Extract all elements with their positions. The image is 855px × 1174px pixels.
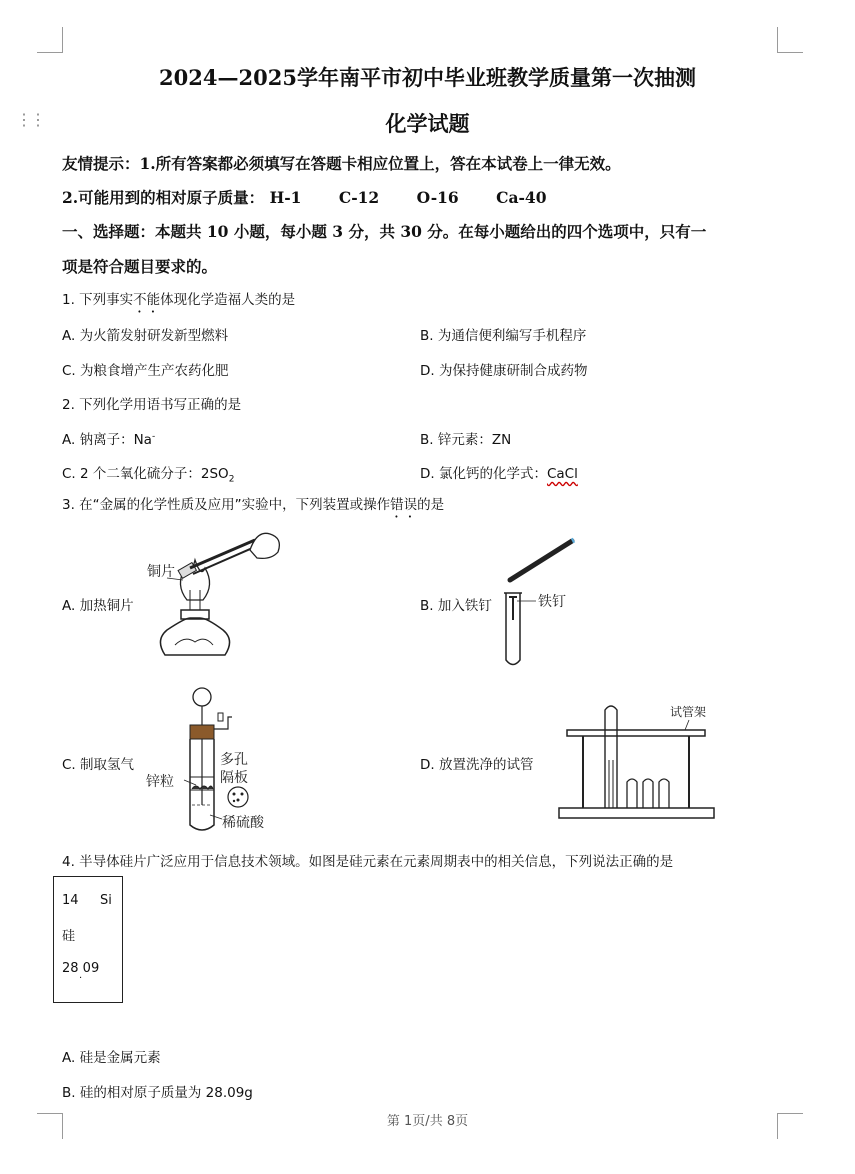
decimal-dot: · bbox=[79, 973, 83, 984]
mass-ca: Ca-40 bbox=[496, 188, 547, 207]
q3-stem bbox=[62, 493, 444, 521]
exam-title: 2024—2025学年南平市初中毕业班教学质量第一次抽测 bbox=[159, 65, 696, 90]
q3-stem-emph: 错误 bbox=[390, 497, 418, 513]
q2-option-b: B. 锌元素：ZN bbox=[420, 432, 512, 448]
q2-stem: 2. 下列化学用语书写正确的是 bbox=[62, 397, 242, 413]
q3-stem-pre: 3. 在“金属的化学性质及应用”实验中，下列装置或操作 bbox=[62, 497, 391, 513]
crop-mark-top-left bbox=[37, 27, 63, 53]
alcohol-lamp-figure bbox=[145, 530, 285, 675]
drag-handle-icon[interactable]: ⋮⋮ bbox=[16, 110, 44, 129]
atomic-mass: 28 09 bbox=[62, 961, 100, 976]
element-name: 硅 bbox=[62, 929, 76, 944]
q3-option-a: A. 加热铜片 bbox=[62, 598, 134, 614]
section-1-line-2: 项是符合题目要求的。 bbox=[62, 257, 218, 276]
mass-o: O-16 bbox=[416, 188, 459, 207]
q1-stem-pre: 1. 下列事实 bbox=[62, 292, 134, 308]
q3-option-b: B. 加入铁钉 bbox=[420, 598, 492, 614]
q1-option-b: B. 为通信便利编写手机程序 bbox=[420, 328, 587, 344]
q2-d-formula: CaCl bbox=[546, 466, 578, 482]
section-1-line-1: 一、选择题：本题共 10 小题，每小题 3 分，共 30 分。在每小题给出的四个选项中，只有一 bbox=[62, 222, 707, 241]
zinc-granules-label: 锌粒 bbox=[146, 774, 174, 790]
page-footer: 第 1页/共 8页 bbox=[386, 1114, 469, 1129]
iron-nail-label: 铁钉 bbox=[538, 594, 566, 610]
q4-option-a: A. 硅是金属元素 bbox=[62, 1050, 161, 1066]
note-1: 友情提示：1.所有答案都必须填写在答题卡相应位置上，答在本试卷上一律无效。 bbox=[62, 154, 621, 173]
q4-stem: 4. 半导体硅片广泛应用于信息技术领域。如图是硅元素在元素周期表中的相关信息，下列说法正确的是 bbox=[62, 854, 674, 870]
mass-h: H-1 bbox=[269, 188, 302, 207]
element-symbol: Si bbox=[100, 893, 112, 908]
note-2 bbox=[62, 186, 547, 208]
q2-a-sup: - bbox=[151, 431, 156, 442]
test-tube-nail-figure bbox=[500, 535, 610, 670]
q1-option-c: C. 为粮食增产生产农药化肥 bbox=[62, 363, 229, 379]
note-2-label: 2.可能用到的相对原子质量： bbox=[62, 188, 265, 207]
copper-sheet-label: 铜片 bbox=[147, 564, 175, 580]
porous-plate-label-1: 多孔 bbox=[220, 752, 248, 768]
test-tube-rack-figure bbox=[555, 700, 720, 825]
atomic-number: 14 bbox=[62, 893, 79, 908]
q3-stem-post: 的是 bbox=[417, 497, 445, 513]
q1-option-a: A. 为火箭发射研发新型燃料 bbox=[62, 328, 229, 344]
mass-c: C-12 bbox=[338, 188, 380, 207]
q2-option-c bbox=[62, 462, 234, 485]
q2-d-text: D. 氯化钙的化学式： bbox=[420, 466, 547, 482]
exam-subtitle: 化学试题 bbox=[385, 111, 470, 136]
q2-c-text: C. 2 个二氧化硫分子：2SO bbox=[62, 466, 229, 482]
q4-option-b: B. 硅的相对原子质量为 28.09g bbox=[62, 1085, 253, 1101]
dilute-sulfuric-acid-label: 稀硫酸 bbox=[222, 815, 264, 831]
q1-option-d: D. 为保持健康研制合成药物 bbox=[420, 363, 588, 379]
q1-stem-post: 体现化学造福人类的是 bbox=[160, 292, 296, 308]
q3-option-c: C. 制取氢气 bbox=[62, 757, 135, 773]
hydrogen-generator-figure bbox=[140, 685, 280, 835]
q2-option-d bbox=[420, 462, 578, 482]
rack-label: 试管架 bbox=[670, 705, 707, 719]
crop-mark-top-right bbox=[777, 27, 803, 53]
q2-option-a bbox=[62, 428, 155, 448]
porous-plate-label-2: 隔板 bbox=[220, 770, 248, 786]
q3-option-d: D. 放置洗净的试管 bbox=[420, 757, 534, 773]
periodic-element-card bbox=[53, 876, 123, 1003]
q1-stem bbox=[62, 288, 295, 316]
q2-a-text: A. 钠离子：Na bbox=[62, 432, 152, 448]
q2-c-sub: 2 bbox=[228, 474, 235, 485]
q1-stem-emph: 不能 bbox=[133, 292, 161, 308]
